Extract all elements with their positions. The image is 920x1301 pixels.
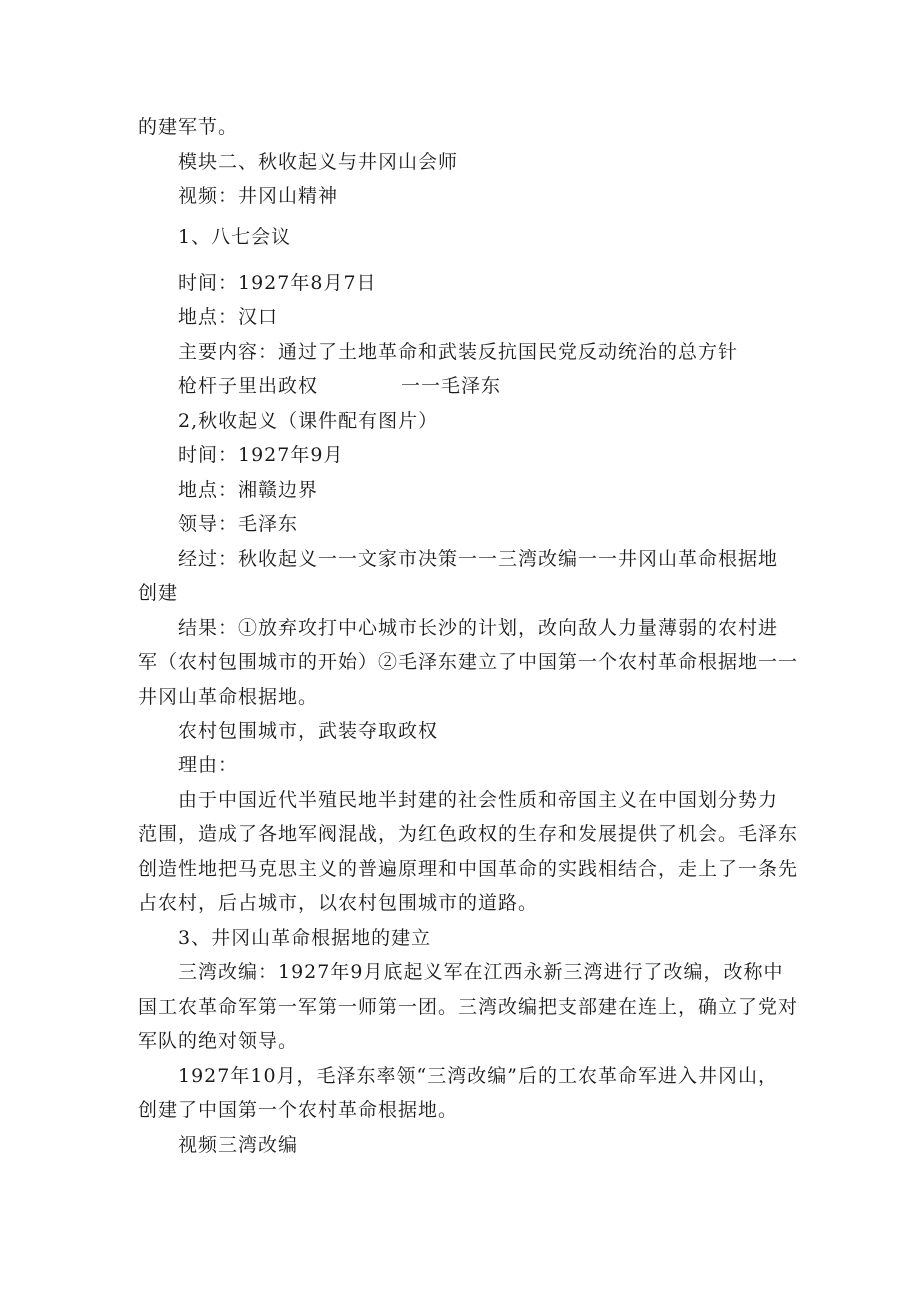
meeting-place: 地点：汉口 [178,306,279,328]
quote-author: 一一毛泽东 [401,375,502,397]
uprising-time: 时间：1927年9月 [178,444,344,466]
uprising-place: 地点：湘赣边界 [178,479,319,501]
meeting-content: 主要内容：通过了土地革命和武装反抗国民党反动统治的总方针 [178,341,739,363]
meeting-time: 时间：1927年8月7日 [178,272,377,294]
section-heading-base: 3、井冈山革命根据地的建立 [178,927,432,949]
october-paragraph-2: 创建了中国第一个农村革命根据地。 [138,1099,459,1121]
reason-paragraph-3: 创造性地把马克思主义的普遍原理和中国革命的实践相结合，走上了一条先 [138,858,799,880]
video-note-jinggangshan-spirit: 视频：井冈山精神 [178,185,339,207]
strategy-line: 农村包围城市，武装夺取政权 [178,720,439,742]
uprising-leader: 领导：毛泽东 [178,513,299,535]
reason-paragraph-2: 范围，造成了各地军阀混战，为红色政权的生存和发展提供了机会。毛泽东 [138,823,799,845]
reason-paragraph-1: 由于中国近代半殖民地半封建的社会性质和帝国主义在中国划分势力 [178,789,779,811]
section-heading-august-seventh: 1、八七会议 [178,226,292,248]
video-note-sanwan: 视频三湾改编 [178,1134,299,1156]
uprising-result-cont-1: 军（农村包围城市的开始）②毛泽东建立了中国第一个农村革命根据地一一 [138,651,799,673]
reason-paragraph-4: 占农村，后占城市，以农村包围城市的道路。 [138,892,539,914]
section-heading-autumn-harvest: 2,秋收起义（课件配有图片） [178,410,439,432]
uprising-process: 经过：秋收起义一一文家市决策一一三湾改编一一井冈山革命根据地 [178,548,779,570]
sanwan-paragraph-3: 军队的绝对领导。 [138,1030,299,1052]
uprising-process-cont: 创建 [138,582,179,604]
uprising-result: 结果：①放弃攻打中心城市长沙的计划，改向敌人力量薄弱的农村进 [178,617,779,639]
october-paragraph-1: 1927年10月，毛泽东率领“三湾改编”后的工农革命军进入井冈山， [178,1065,778,1087]
text-line-army-day: 的建军节。 [138,116,239,138]
sanwan-paragraph-2: 国工农革命军第一军第一师第一团。三湾改编把支部建在连上，确立了党对 [138,996,799,1018]
module-heading: 模块二、秋收起义与井冈山会师 [178,151,459,173]
quote-text: 枪杆子里出政权 [178,375,319,397]
reason-label: 理由： [178,754,239,776]
sanwan-paragraph-1: 三湾改编：1927年9月底起义军在江西永新三湾进行了改编，改称中 [178,961,784,983]
uprising-result-cont-2: 井冈山革命根据地。 [138,686,319,708]
